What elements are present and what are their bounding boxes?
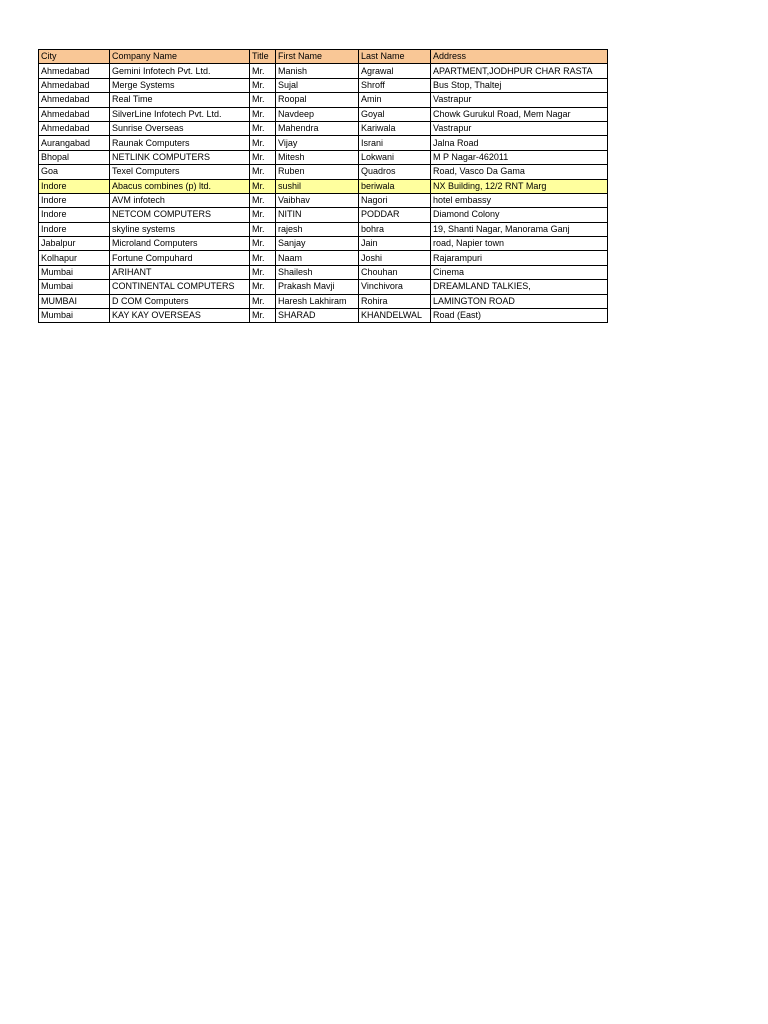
cell-city: Indore: [39, 193, 110, 207]
table-row: [39, 121, 608, 135]
cell-first-name: Shailesh: [276, 265, 359, 279]
cell-first-name: sushil: [276, 179, 359, 193]
cell-city: Mumbai: [39, 309, 110, 323]
cell-city: Ahmedabad: [39, 93, 110, 107]
cell-last-name: PODDAR: [359, 208, 431, 222]
column-header-last-name: Last Name: [359, 50, 431, 64]
cell-last-name: beriwala: [359, 179, 431, 193]
cell-last-name: Chouhan: [359, 265, 431, 279]
column-header-title: Title: [250, 50, 276, 64]
cell-company-name: Sunrise Overseas: [110, 121, 250, 135]
cell-last-name: KHANDELWAL: [359, 309, 431, 323]
cell-title: Mr.: [250, 150, 276, 164]
cell-last-name: Quadros: [359, 165, 431, 179]
cell-last-name: Lokwani: [359, 150, 431, 164]
cell-first-name: Sujal: [276, 78, 359, 92]
cell-address: DREAMLAND TALKIES,: [431, 280, 608, 294]
cell-city: Indore: [39, 208, 110, 222]
cell-address: Road, Vasco Da Gama: [431, 165, 608, 179]
table-row: [39, 93, 608, 107]
cell-last-name: bohra: [359, 222, 431, 236]
cell-last-name: Kariwala: [359, 121, 431, 135]
cell-first-name: NITIN: [276, 208, 359, 222]
cell-company-name: AVM infotech: [110, 193, 250, 207]
table-row: [39, 222, 608, 236]
cell-address: LAMINGTON ROAD: [431, 294, 608, 308]
table-row: [39, 208, 608, 222]
cell-last-name: Rohira: [359, 294, 431, 308]
cell-title: Mr.: [250, 265, 276, 279]
cell-first-name: Navdeep: [276, 107, 359, 121]
table-row: [39, 251, 608, 265]
table-row: [39, 64, 608, 78]
cell-first-name: Prakash Mavji: [276, 280, 359, 294]
cell-city: Indore: [39, 179, 110, 193]
cell-title: Mr.: [250, 121, 276, 135]
cell-company-name: NETLINK COMPUTERS: [110, 150, 250, 164]
cell-address: Vastrapur: [431, 121, 608, 135]
cell-title: Mr.: [250, 280, 276, 294]
cell-last-name: Amin: [359, 93, 431, 107]
cell-title: Mr.: [250, 78, 276, 92]
contacts-table: [38, 49, 608, 323]
cell-last-name: Goyal: [359, 107, 431, 121]
cell-city: Jabalpur: [39, 237, 110, 251]
table-row: [39, 179, 608, 193]
cell-last-name: Nagori: [359, 193, 431, 207]
cell-company-name: Texel Computers: [110, 165, 250, 179]
cell-city: Ahmedabad: [39, 121, 110, 135]
cell-title: Mr.: [250, 251, 276, 265]
cell-title: Mr.: [250, 165, 276, 179]
cell-title: Mr.: [250, 107, 276, 121]
cell-address: road, Napier town: [431, 237, 608, 251]
cell-first-name: rajesh: [276, 222, 359, 236]
cell-title: Mr.: [250, 179, 276, 193]
table-row: [39, 265, 608, 279]
cell-company-name: Merge Systems: [110, 78, 250, 92]
cell-company-name: SilverLine Infotech Pvt. Ltd.: [110, 107, 250, 121]
cell-address: Cinema: [431, 265, 608, 279]
cell-title: Mr.: [250, 294, 276, 308]
cell-company-name: Microland Computers: [110, 237, 250, 251]
cell-address: 19, Shanti Nagar, Manorama Ganj: [431, 222, 608, 236]
header-row: [39, 50, 608, 64]
cell-city: Mumbai: [39, 280, 110, 294]
table-row: [39, 280, 608, 294]
cell-city: Kolhapur: [39, 251, 110, 265]
table-row: [39, 150, 608, 164]
table-row: [39, 193, 608, 207]
cell-last-name: Israni: [359, 136, 431, 150]
cell-first-name: Haresh Lakhiram: [276, 294, 359, 308]
cell-last-name: Shroff: [359, 78, 431, 92]
cell-city: Indore: [39, 222, 110, 236]
cell-first-name: Manish: [276, 64, 359, 78]
cell-company-name: Raunak Computers: [110, 136, 250, 150]
cell-last-name: Joshi: [359, 251, 431, 265]
column-header-city: City: [39, 50, 110, 64]
cell-city: MUMBAI: [39, 294, 110, 308]
column-header-company-name: Company Name: [110, 50, 250, 64]
cell-first-name: Naam: [276, 251, 359, 265]
column-header-first-name: First Name: [276, 50, 359, 64]
table-row: [39, 165, 608, 179]
table-row: [39, 309, 608, 323]
cell-first-name: Vaibhav: [276, 193, 359, 207]
cell-city: Ahmedabad: [39, 78, 110, 92]
cell-company-name: Real Time: [110, 93, 250, 107]
cell-title: Mr.: [250, 237, 276, 251]
cell-first-name: Roopal: [276, 93, 359, 107]
cell-last-name: Jain: [359, 237, 431, 251]
cell-city: Ahmedabad: [39, 107, 110, 121]
cell-city: Mumbai: [39, 265, 110, 279]
table-row: [39, 294, 608, 308]
cell-address: Jalna Road: [431, 136, 608, 150]
cell-company-name: D COM Computers: [110, 294, 250, 308]
cell-company-name: skyline systems: [110, 222, 250, 236]
cell-city: Goa: [39, 165, 110, 179]
cell-address: Road (East): [431, 309, 608, 323]
cell-address: NX Building, 12/2 RNT Marg: [431, 179, 608, 193]
table-row: [39, 78, 608, 92]
cell-first-name: Mahendra: [276, 121, 359, 135]
table-row: [39, 237, 608, 251]
cell-title: Mr.: [250, 136, 276, 150]
cell-first-name: SHARAD: [276, 309, 359, 323]
cell-title: Mr.: [250, 222, 276, 236]
cell-last-name: Vinchivora: [359, 280, 431, 294]
cell-company-name: Fortune Compuhard: [110, 251, 250, 265]
cell-address: hotel embassy: [431, 193, 608, 207]
cell-first-name: Mitesh: [276, 150, 359, 164]
cell-address: Rajarampuri: [431, 251, 608, 265]
cell-first-name: Sanjay: [276, 237, 359, 251]
cell-city: Aurangabad: [39, 136, 110, 150]
cell-first-name: Ruben: [276, 165, 359, 179]
cell-city: Bhopal: [39, 150, 110, 164]
cell-company-name: Abacus combines (p) ltd.: [110, 179, 250, 193]
cell-last-name: Agrawal: [359, 64, 431, 78]
table-row: [39, 136, 608, 150]
cell-address: M P Nagar-462011: [431, 150, 608, 164]
cell-title: Mr.: [250, 93, 276, 107]
cell-company-name: Gemini Infotech Pvt. Ltd.: [110, 64, 250, 78]
cell-address: Vastrapur: [431, 93, 608, 107]
cell-company-name: CONTINENTAL COMPUTERS: [110, 280, 250, 294]
table-row: [39, 107, 608, 121]
cell-address: APARTMENT,JODHPUR CHAR RASTA: [431, 64, 608, 78]
cell-address: Bus Stop, Thaltej: [431, 78, 608, 92]
table-body: [39, 64, 608, 323]
cell-city: Ahmedabad: [39, 64, 110, 78]
cell-company-name: KAY KAY OVERSEAS: [110, 309, 250, 323]
cell-first-name: Vijay: [276, 136, 359, 150]
cell-title: Mr.: [250, 309, 276, 323]
column-header-address: Address: [431, 50, 608, 64]
cell-title: Mr.: [250, 208, 276, 222]
cell-title: Mr.: [250, 193, 276, 207]
cell-address: Diamond Colony: [431, 208, 608, 222]
cell-title: Mr.: [250, 64, 276, 78]
cell-company-name: ARIHANT: [110, 265, 250, 279]
cell-company-name: NETCOM COMPUTERS: [110, 208, 250, 222]
cell-address: Chowk Gurukul Road, Mem Nagar: [431, 107, 608, 121]
